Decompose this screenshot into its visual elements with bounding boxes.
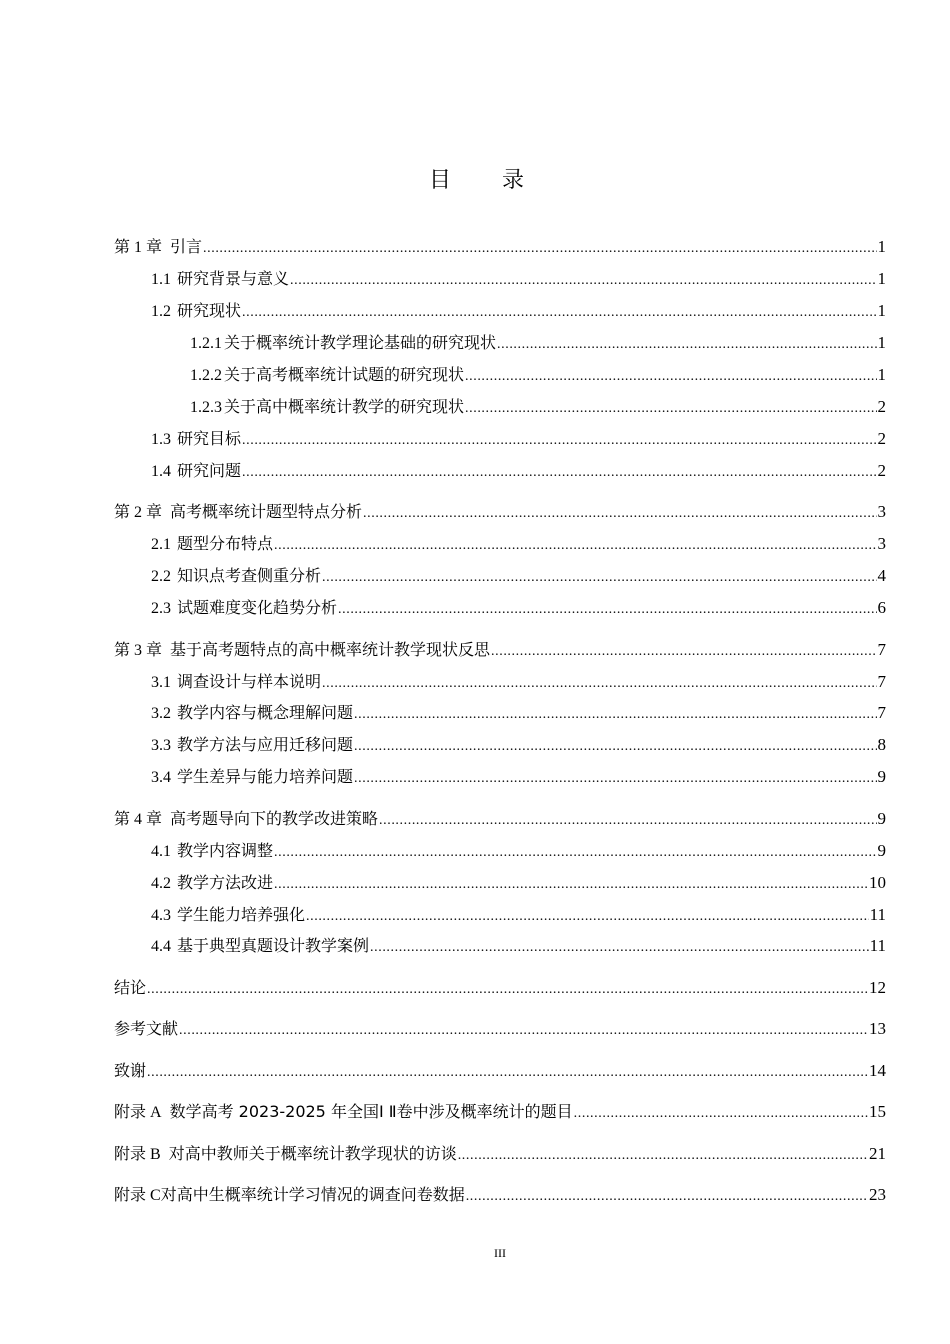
toc-entry-section-1-3[interactable] xyxy=(151,427,886,451)
toc-entry-number: 第 3 章 xyxy=(114,642,163,659)
toc-dot-leader xyxy=(242,429,876,453)
toc-entry-text: 教学内容调整 xyxy=(177,841,274,860)
toc-entry-number: 4.3 xyxy=(151,907,171,924)
toc-entry-number: 附录 B xyxy=(114,1146,161,1163)
toc-entry-number: 第 4 章 xyxy=(114,811,163,828)
toc-title: 目 录 xyxy=(429,168,546,193)
toc-entry-section-2-3[interactable] xyxy=(151,596,886,620)
toc-entry-section-1-2-2[interactable] xyxy=(190,363,886,387)
toc-entry-text: 基于典型真题设计教学案例 xyxy=(177,936,370,955)
toc-dot-leader xyxy=(274,534,876,558)
toc-entry-page: 15 xyxy=(869,1102,886,1121)
toc-entry-number: 3.1 xyxy=(151,674,171,691)
toc-entry-text: 基于高考题特点的高中概率统计教学现状反思 xyxy=(170,640,491,659)
toc-entry-text: 研究问题 xyxy=(177,461,242,480)
toc-entry-text: 学生能力培养强化 xyxy=(177,905,306,924)
toc-entry-page: 7 xyxy=(877,703,886,722)
toc-dot-leader xyxy=(147,978,868,1002)
toc-entry-number: 4.2 xyxy=(151,875,171,892)
toc-entry-number: 第 1 章 xyxy=(114,239,163,256)
toc-entry-appendix-b[interactable] xyxy=(114,1142,886,1166)
toc-entry-number: 2.3 xyxy=(151,600,171,617)
toc-dot-leader xyxy=(322,672,876,696)
toc-entry-conclusion[interactable] xyxy=(114,976,886,1000)
toc-entry-text: 致谢 xyxy=(114,1061,147,1080)
toc-entry-page: 11 xyxy=(869,936,886,955)
toc-entry-page: 2 xyxy=(877,429,886,448)
toc-entry-page: 10 xyxy=(869,873,886,892)
toc-entry-text: 调查设计与样本说明 xyxy=(177,672,322,691)
toc-dot-leader xyxy=(322,566,876,590)
toc-entry-page: 7 xyxy=(877,672,886,691)
toc-entry-text: 教学内容与概念理解问题 xyxy=(177,703,354,722)
toc-entry-chapter-4[interactable] xyxy=(114,807,886,831)
toc-entry-number: 3.2 xyxy=(151,705,171,722)
toc-entry-section-2-2[interactable] xyxy=(151,564,886,588)
toc-entry-text: 研究背景与意义 xyxy=(177,269,290,288)
toc-entry-section-1-4[interactable] xyxy=(151,459,886,483)
toc-entry-section-4-3[interactable] xyxy=(151,903,886,927)
toc-entry-text: 数学高考 2023-2025 年全国Ⅰ Ⅱ卷中涉及概率统计的题目 xyxy=(169,1102,573,1121)
toc-entry-number: 4.4 xyxy=(151,938,171,955)
toc-entry-text: 教学方法改进 xyxy=(177,873,274,892)
toc-entry-number: 附录 A xyxy=(114,1104,162,1121)
toc-entry-number: 1.3 xyxy=(151,431,171,448)
toc-entry-section-1-2-3[interactable] xyxy=(190,395,886,419)
toc-entry-section-1-2[interactable] xyxy=(151,299,886,323)
toc-entry-text: 高考题导向下的教学改进策略 xyxy=(170,809,379,828)
toc-entry-section-2-1[interactable] xyxy=(151,532,886,556)
toc-dot-leader xyxy=(370,936,869,960)
toc-dot-leader xyxy=(242,461,876,485)
toc-entry-references[interactable] xyxy=(114,1017,886,1041)
toc-entry-number: 4.1 xyxy=(151,843,171,860)
toc-dot-leader xyxy=(379,809,876,833)
toc-entry-text: 参考文献 xyxy=(114,1019,179,1038)
toc-entry-page: 6 xyxy=(877,598,886,617)
toc-entry-page: 1 xyxy=(877,237,886,256)
toc-entry-page: 1 xyxy=(877,301,886,320)
toc-entry-number: 2.2 xyxy=(151,568,171,585)
toc-entry-section-3-2[interactable] xyxy=(151,701,886,725)
toc-entry-text: 结论 xyxy=(114,978,147,997)
toc-entry-text: 题型分布特点 xyxy=(177,534,274,553)
toc-entry-number: 1.2 xyxy=(151,303,171,320)
toc-entry-section-1-1[interactable] xyxy=(151,267,886,291)
toc-entry-text: 关于概率统计教学理论基础的研究现状 xyxy=(224,333,497,352)
toc-entry-page: 2 xyxy=(877,397,886,416)
toc-entry-section-1-2-1[interactable] xyxy=(190,331,886,355)
page-number-footer: III xyxy=(494,1246,506,1260)
toc-entry-text: 高考概率统计题型特点分析 xyxy=(170,502,363,521)
toc-entry-chapter-2[interactable] xyxy=(114,500,886,524)
toc-entry-page: 12 xyxy=(869,978,886,997)
toc-entry-text: 对高中生概率统计学习情况的调查问卷数据 xyxy=(160,1185,465,1204)
toc-entry-number: 1.2.2 xyxy=(190,367,222,384)
toc-entry-page: 2 xyxy=(877,461,886,480)
toc-entry-section-4-2[interactable] xyxy=(151,871,886,895)
toc-entry-number: 1.2.1 xyxy=(190,335,222,352)
toc-entry-text: 研究目标 xyxy=(177,429,242,448)
toc-dot-leader xyxy=(290,269,876,293)
toc-dot-leader xyxy=(363,502,876,526)
toc-entry-number: 第 2 章 xyxy=(114,504,163,521)
toc-dot-leader xyxy=(354,767,876,791)
toc-dot-leader xyxy=(338,598,876,622)
toc-dot-leader xyxy=(179,1019,868,1043)
toc-entry-text: 对高中教师关于概率统计教学现状的访谈 xyxy=(168,1144,457,1163)
toc-dot-leader xyxy=(242,301,876,325)
toc-entry-number: 2.1 xyxy=(151,536,171,553)
toc-entry-number: 3.4 xyxy=(151,769,171,786)
toc-entry-number: 3.3 xyxy=(151,737,171,754)
toc-dot-leader xyxy=(354,735,876,759)
toc-entry-page: 9 xyxy=(877,767,886,786)
toc-entry-page: 8 xyxy=(877,735,886,754)
toc-dot-leader xyxy=(574,1102,868,1126)
toc-entry-text: 关于高考概率统计试题的研究现状 xyxy=(224,365,465,384)
toc-entry-appendix-c[interactable] xyxy=(114,1183,886,1207)
toc-dot-leader xyxy=(354,703,876,727)
toc-entry-text: 知识点考查侧重分析 xyxy=(177,566,322,585)
toc-entry-section-3-1[interactable] xyxy=(151,670,886,694)
toc-entry-page: 9 xyxy=(877,809,886,828)
toc-dot-leader xyxy=(466,1185,868,1209)
toc-entry-page: 13 xyxy=(869,1019,886,1038)
toc-entry-page: 9 xyxy=(877,841,886,860)
toc-entry-section-4-4[interactable] xyxy=(151,934,886,958)
toc-dot-leader xyxy=(274,841,876,865)
toc-entry-text: 研究现状 xyxy=(177,301,242,320)
toc-entry-number: 1.4 xyxy=(151,463,171,480)
toc-entry-chapter-3[interactable] xyxy=(114,638,886,662)
toc-entry-acknowledgements[interactable] xyxy=(114,1059,886,1083)
toc-entry-text: 学生差异与能力培养问题 xyxy=(177,767,354,786)
toc-entry-number: 1.2.3 xyxy=(190,399,222,416)
toc-entry-appendix-a[interactable] xyxy=(114,1100,886,1124)
toc-dot-leader xyxy=(203,237,876,261)
toc-entry-page: 3 xyxy=(877,502,886,521)
toc-entry-text: 关于高中概率统计教学的研究现状 xyxy=(224,397,465,416)
toc-entry-page: 3 xyxy=(877,534,886,553)
toc-entry-section-4-1[interactable] xyxy=(151,839,886,863)
toc-dot-leader xyxy=(465,365,876,389)
toc-entry-chapter-1[interactable] xyxy=(114,235,886,259)
toc-entry-page: 1 xyxy=(877,269,886,288)
toc-dot-leader xyxy=(147,1061,868,1085)
toc-entry-page: 11 xyxy=(869,905,886,924)
toc-entry-page: 4 xyxy=(877,566,886,585)
toc-entry-section-3-3[interactable] xyxy=(151,733,886,757)
toc-dot-leader xyxy=(458,1144,868,1168)
toc-entry-text: 引言 xyxy=(170,237,203,256)
toc-entry-page: 1 xyxy=(877,365,886,384)
toc-entry-text: 试题难度变化趋势分析 xyxy=(177,598,338,617)
toc-dot-leader xyxy=(491,640,876,664)
toc-entry-page: 21 xyxy=(869,1144,886,1163)
toc-entry-number: 1.1 xyxy=(151,271,171,288)
toc-entry-page: 23 xyxy=(869,1185,886,1204)
toc-entry-page: 7 xyxy=(877,640,886,659)
toc-entry-page: 1 xyxy=(877,333,886,352)
toc-dot-leader xyxy=(497,333,876,357)
toc-dot-leader xyxy=(306,905,869,929)
toc-entry-number: 附录 C xyxy=(114,1187,161,1204)
toc-entry-section-3-4[interactable] xyxy=(151,765,886,789)
toc-dot-leader xyxy=(465,397,876,421)
toc-entry-text: 教学方法与应用迁移问题 xyxy=(177,735,354,754)
toc-entry-page: 14 xyxy=(869,1061,886,1080)
toc-dot-leader xyxy=(274,873,868,897)
